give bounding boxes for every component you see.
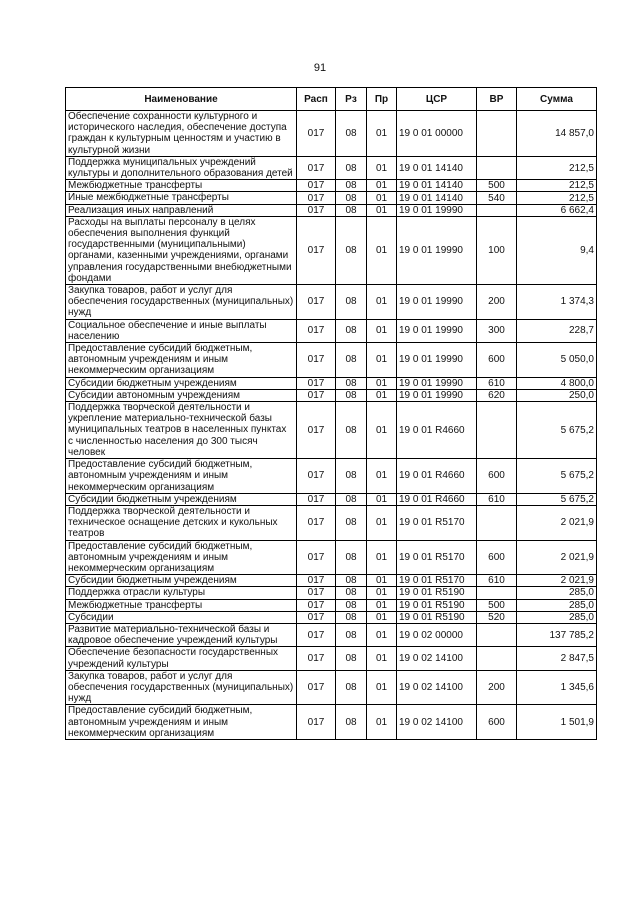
cell-vr: 600 <box>477 705 517 740</box>
cell-vr: 540 <box>477 192 517 204</box>
cell-pr: 01 <box>367 623 397 646</box>
cell-sum: 250,0 <box>517 389 597 401</box>
cell-csr: 19 0 01 00000 <box>397 111 477 157</box>
cell-rz: 08 <box>336 493 367 505</box>
cell-rasp: 017 <box>297 377 336 389</box>
cell-vr <box>477 111 517 157</box>
cell-rasp: 017 <box>297 587 336 599</box>
cell-vr <box>477 204 517 216</box>
cell-sum: 137 785,2 <box>517 623 597 646</box>
cell-rz: 08 <box>336 587 367 599</box>
cell-rz: 08 <box>336 180 367 192</box>
cell-csr: 19 0 01 19990 <box>397 377 477 389</box>
cell-pr: 01 <box>367 216 397 284</box>
cell-rasp: 017 <box>297 647 336 670</box>
cell-sum: 285,0 <box>517 611 597 623</box>
cell-sum: 4 800,0 <box>517 377 597 389</box>
cell-csr: 19 0 01 R5170 <box>397 575 477 587</box>
table-row <box>66 587 597 599</box>
cell-pr: 01 <box>367 647 397 670</box>
cell-sum: 2 021,9 <box>517 540 597 575</box>
cell-rz: 08 <box>336 111 367 157</box>
cell-rasp: 017 <box>297 459 336 494</box>
table-row <box>66 705 597 740</box>
cell-vr: 610 <box>477 575 517 587</box>
table-row <box>66 216 597 284</box>
cell-sum: 2 847,5 <box>517 647 597 670</box>
cell-sum: 1 501,9 <box>517 705 597 740</box>
cell-vr <box>477 587 517 599</box>
cell-vr <box>477 623 517 646</box>
table-row <box>66 204 597 216</box>
cell-rasp: 017 <box>297 319 336 342</box>
cell-rasp: 017 <box>297 623 336 646</box>
cell-rz: 08 <box>336 285 367 320</box>
table-row <box>66 623 597 646</box>
cell-name: Развитие материально-технической базы и кадровое обеспечение учреждений культуры <box>66 623 297 646</box>
table-header-row <box>66 88 597 111</box>
cell-vr: 500 <box>477 599 517 611</box>
cell-vr: 200 <box>477 670 517 705</box>
cell-name: Субсидии бюджетным учреждениям <box>66 377 297 389</box>
cell-vr: 600 <box>477 459 517 494</box>
cell-vr <box>477 156 517 179</box>
cell-pr: 01 <box>367 402 397 459</box>
cell-csr: 19 0 01 14140 <box>397 180 477 192</box>
header-csr: ЦСР <box>397 88 477 111</box>
cell-pr: 01 <box>367 599 397 611</box>
cell-pr: 01 <box>367 587 397 599</box>
cell-vr: 600 <box>477 540 517 575</box>
table-row <box>66 192 597 204</box>
table-row <box>66 180 597 192</box>
cell-sum: 212,5 <box>517 156 597 179</box>
cell-rasp: 017 <box>297 343 336 378</box>
table-row <box>66 540 597 575</box>
cell-rz: 08 <box>336 319 367 342</box>
cell-csr: 19 0 01 19990 <box>397 216 477 284</box>
cell-csr: 19 0 01 14140 <box>397 192 477 204</box>
table-row <box>66 670 597 705</box>
cell-name: Субсидии бюджетным учреждениям <box>66 493 297 505</box>
cell-vr: 100 <box>477 216 517 284</box>
cell-sum: 285,0 <box>517 587 597 599</box>
cell-name: Предоставление субсидий бюджетным, автономным учреждениям и иным некоммерческим организациям <box>66 343 297 378</box>
cell-pr: 01 <box>367 111 397 157</box>
cell-csr: 19 0 01 19990 <box>397 389 477 401</box>
cell-vr: 620 <box>477 389 517 401</box>
cell-name: Субсидии <box>66 611 297 623</box>
cell-name: Предоставление субсидий бюджетным, автономным учреждениям и иным некоммерческим организациям <box>66 705 297 740</box>
cell-vr: 500 <box>477 180 517 192</box>
cell-name: Поддержка творческой деятельности и укрепление материально-технической базы муниципальных театров в населенных пунктах с численностью населения до 300 тысяч человек <box>66 402 297 459</box>
budget-table <box>65 87 597 740</box>
cell-sum: 1 374,3 <box>517 285 597 320</box>
cell-rz: 08 <box>336 204 367 216</box>
cell-csr: 19 0 02 14100 <box>397 647 477 670</box>
cell-name: Закупка товаров, работ и услуг для обеспечения государственных (муниципальных) нужд <box>66 670 297 705</box>
cell-pr: 01 <box>367 540 397 575</box>
cell-name: Межбюджетные трансферты <box>66 599 297 611</box>
cell-name: Поддержка творческой деятельности и техническое оснащение детских и кукольных театров <box>66 505 297 540</box>
cell-rasp: 017 <box>297 204 336 216</box>
table-row <box>66 402 597 459</box>
cell-name: Обеспечение безопасности государственных учреждений культуры <box>66 647 297 670</box>
cell-rasp: 017 <box>297 705 336 740</box>
cell-vr <box>477 505 517 540</box>
cell-sum: 285,0 <box>517 599 597 611</box>
cell-pr: 01 <box>367 204 397 216</box>
cell-rz: 08 <box>336 623 367 646</box>
cell-vr: 300 <box>477 319 517 342</box>
cell-csr: 19 0 01 19990 <box>397 319 477 342</box>
cell-name: Обеспечение сохранности культурного и исторического наследия, обеспечение доступа граждан к культурным ценностям и участию в культурной жизни <box>66 111 297 157</box>
cell-csr: 19 0 01 R4660 <box>397 402 477 459</box>
cell-sum: 5 050,0 <box>517 343 597 378</box>
cell-pr: 01 <box>367 180 397 192</box>
table-row <box>66 575 597 587</box>
cell-csr: 19 0 01 14140 <box>397 156 477 179</box>
cell-pr: 01 <box>367 192 397 204</box>
header-vr: ВР <box>477 88 517 111</box>
table-row <box>66 647 597 670</box>
cell-rasp: 017 <box>297 575 336 587</box>
cell-rz: 08 <box>336 575 367 587</box>
cell-pr: 01 <box>367 377 397 389</box>
cell-pr: 01 <box>367 705 397 740</box>
cell-pr: 01 <box>367 343 397 378</box>
table-row <box>66 459 597 494</box>
cell-pr: 01 <box>367 459 397 494</box>
cell-rasp: 017 <box>297 216 336 284</box>
cell-rasp: 017 <box>297 402 336 459</box>
cell-rz: 08 <box>336 599 367 611</box>
cell-sum: 1 345,6 <box>517 670 597 705</box>
cell-sum: 6 662,4 <box>517 204 597 216</box>
cell-sum: 5 675,2 <box>517 459 597 494</box>
table-row <box>66 319 597 342</box>
cell-vr <box>477 402 517 459</box>
cell-name: Иные межбюджетные трансферты <box>66 192 297 204</box>
cell-vr <box>477 647 517 670</box>
table-row <box>66 111 597 157</box>
cell-vr: 600 <box>477 343 517 378</box>
cell-vr: 200 <box>477 285 517 320</box>
cell-csr: 19 0 01 19990 <box>397 343 477 378</box>
cell-pr: 01 <box>367 575 397 587</box>
cell-rz: 08 <box>336 377 367 389</box>
cell-csr: 19 0 01 R5170 <box>397 505 477 540</box>
cell-rasp: 017 <box>297 389 336 401</box>
cell-rasp: 017 <box>297 540 336 575</box>
cell-pr: 01 <box>367 319 397 342</box>
cell-rz: 08 <box>336 647 367 670</box>
table-row <box>66 611 597 623</box>
cell-rz: 08 <box>336 192 367 204</box>
cell-pr: 01 <box>367 389 397 401</box>
cell-rz: 08 <box>336 459 367 494</box>
cell-name: Расходы на выплаты персоналу в целях обеспечения выполнения функций государственными (муниципальными) органами, казенными учреждениями, органами управления государственными внебюджетными фондами <box>66 216 297 284</box>
cell-rasp: 017 <box>297 611 336 623</box>
cell-csr: 19 0 01 R5190 <box>397 599 477 611</box>
cell-csr: 19 0 01 R4660 <box>397 493 477 505</box>
cell-rasp: 017 <box>297 670 336 705</box>
cell-rasp: 017 <box>297 192 336 204</box>
table-row <box>66 343 597 378</box>
cell-rz: 08 <box>336 705 367 740</box>
cell-csr: 19 0 01 R5190 <box>397 611 477 623</box>
cell-sum: 228,7 <box>517 319 597 342</box>
table-row <box>66 285 597 320</box>
cell-rz: 08 <box>336 611 367 623</box>
cell-csr: 19 0 02 14100 <box>397 705 477 740</box>
cell-name: Предоставление субсидий бюджетным, автономным учреждениям и иным некоммерческим организациям <box>66 540 297 575</box>
header-rz: Рз <box>336 88 367 111</box>
cell-csr: 19 0 01 R4660 <box>397 459 477 494</box>
table-row <box>66 599 597 611</box>
cell-name: Субсидии автономным учреждениям <box>66 389 297 401</box>
cell-rz: 08 <box>336 389 367 401</box>
cell-pr: 01 <box>367 156 397 179</box>
cell-csr: 19 0 01 R5190 <box>397 587 477 599</box>
header-rasp: Расп <box>297 88 336 111</box>
cell-sum: 9,4 <box>517 216 597 284</box>
cell-rasp: 017 <box>297 180 336 192</box>
table-row <box>66 505 597 540</box>
cell-rz: 08 <box>336 402 367 459</box>
cell-name: Реализация иных направлений <box>66 204 297 216</box>
cell-sum: 5 675,2 <box>517 493 597 505</box>
header-name: Наименование <box>66 88 297 111</box>
cell-name: Закупка товаров, работ и услуг для обеспечения государственных (муниципальных) нужд <box>66 285 297 320</box>
cell-rz: 08 <box>336 670 367 705</box>
cell-sum: 212,5 <box>517 180 597 192</box>
cell-name: Поддержка отрасли культуры <box>66 587 297 599</box>
cell-name: Поддержка муниципальных учреждений культуры и дополнительного образования детей <box>66 156 297 179</box>
cell-rasp: 017 <box>297 505 336 540</box>
table-row <box>66 389 597 401</box>
table-row <box>66 156 597 179</box>
cell-csr: 19 0 01 R5170 <box>397 540 477 575</box>
page-number: 91 <box>313 62 327 74</box>
cell-pr: 01 <box>367 611 397 623</box>
cell-name: Социальное обеспечение и иные выплаты населению <box>66 319 297 342</box>
table-row <box>66 493 597 505</box>
table-row <box>66 377 597 389</box>
table-body <box>66 111 597 740</box>
cell-rz: 08 <box>336 216 367 284</box>
cell-pr: 01 <box>367 670 397 705</box>
cell-csr: 19 0 02 14100 <box>397 670 477 705</box>
cell-rz: 08 <box>336 505 367 540</box>
cell-sum: 212,5 <box>517 192 597 204</box>
cell-rasp: 017 <box>297 285 336 320</box>
cell-sum: 14 857,0 <box>517 111 597 157</box>
cell-csr: 19 0 02 00000 <box>397 623 477 646</box>
cell-rasp: 017 <box>297 599 336 611</box>
header-pr: Пр <box>367 88 397 111</box>
cell-name: Субсидии бюджетным учреждениям <box>66 575 297 587</box>
cell-rz: 08 <box>336 156 367 179</box>
cell-vr: 520 <box>477 611 517 623</box>
cell-csr: 19 0 01 19990 <box>397 204 477 216</box>
header-sum: Сумма <box>517 88 597 111</box>
cell-name: Предоставление субсидий бюджетным, автономным учреждениям и иным некоммерческим организациям <box>66 459 297 494</box>
cell-pr: 01 <box>367 505 397 540</box>
cell-csr: 19 0 01 19990 <box>397 285 477 320</box>
cell-rz: 08 <box>336 540 367 575</box>
cell-name: Межбюджетные трансферты <box>66 180 297 192</box>
cell-sum: 2 021,9 <box>517 575 597 587</box>
cell-vr: 610 <box>477 493 517 505</box>
cell-vr: 610 <box>477 377 517 389</box>
cell-rasp: 017 <box>297 111 336 157</box>
cell-sum: 5 675,2 <box>517 402 597 459</box>
cell-pr: 01 <box>367 285 397 320</box>
cell-rasp: 017 <box>297 493 336 505</box>
cell-pr: 01 <box>367 493 397 505</box>
cell-sum: 2 021,9 <box>517 505 597 540</box>
cell-rasp: 017 <box>297 156 336 179</box>
cell-rz: 08 <box>336 343 367 378</box>
